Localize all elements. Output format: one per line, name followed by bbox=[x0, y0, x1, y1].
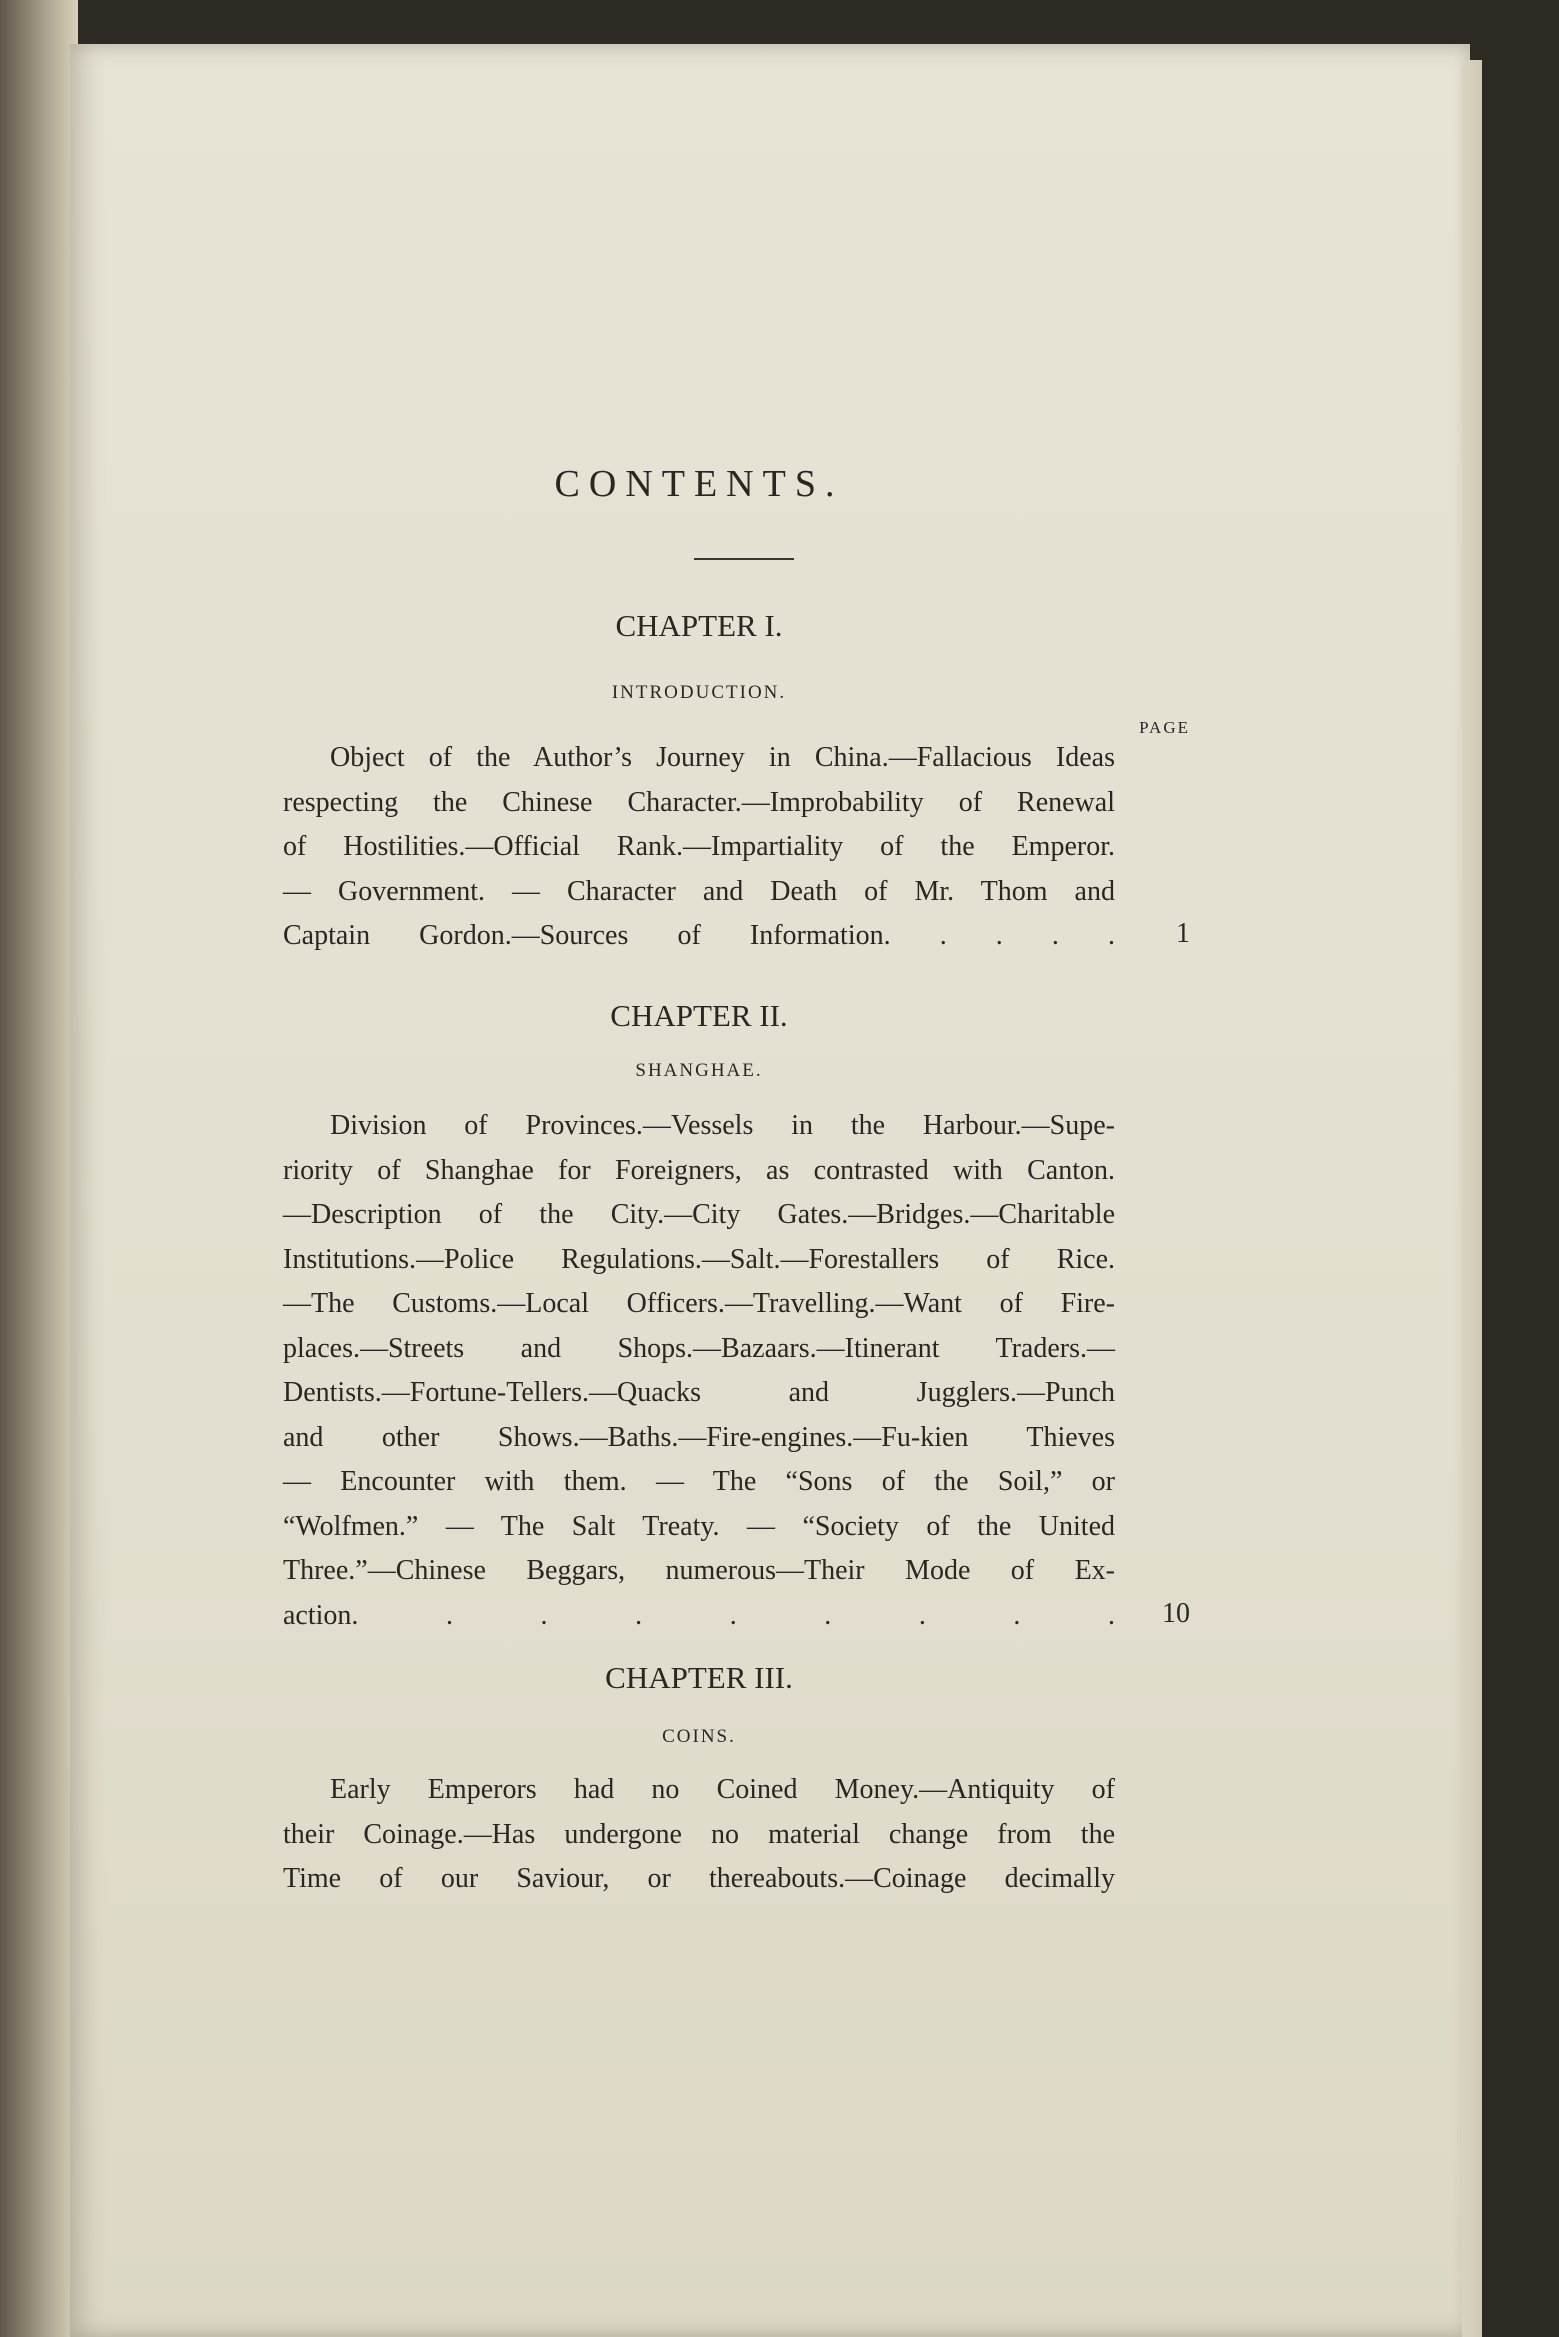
summary-line: respecting the Chinese Character.—Improbability of Renewal bbox=[283, 786, 1115, 818]
summary-line: Institutions.—Police Regulations.—Salt.—Forestallers of Rice. bbox=[283, 1243, 1115, 1275]
chapter-2-summary bbox=[283, 1104, 1115, 1638]
summary-line: Early Emperors had no Coined Money.—Antiquity of bbox=[330, 1774, 1115, 1805]
book-spine bbox=[0, 0, 78, 2337]
chapter-2-heading: CHAPTER II. bbox=[610, 998, 788, 1033]
chapter-2-subtitle: SHANGHAE. bbox=[635, 1060, 763, 1081]
summary-line: Captain Gordon.—Sources of Information. . . . . bbox=[283, 920, 1115, 951]
chapter-3-summary bbox=[283, 1768, 1115, 1902]
summary-line: their Coinage.—Has undergone no material change from the bbox=[283, 1818, 1115, 1850]
summary-line: of Hostilities.—Official Rank.—Impartiality of the Emperor. bbox=[283, 831, 1115, 862]
summary-line: —Description of the City.—City Gates.—Bridges.—Charitable bbox=[283, 1199, 1115, 1230]
summary-line: —The Customs.—Local Officers.—Travelling.—Want of Fire- bbox=[283, 1288, 1115, 1319]
title-rule bbox=[694, 558, 794, 560]
summary-line: Division of Provinces.—Vessels in the Harbour.—Supe- bbox=[330, 1110, 1115, 1141]
page-edge bbox=[1462, 60, 1482, 2337]
page-column-label: PAGE bbox=[1139, 718, 1190, 737]
summary-line: places.—Streets and Shops.—Bazaars.—Itinerant Traders.— bbox=[283, 1332, 1115, 1364]
summary-line: and other Shows.—Baths.—Fire-engines.—Fu-kien Thieves bbox=[283, 1421, 1115, 1453]
summary-line: Three.”—Chinese Beggars, numerous—Their Mode of Ex- bbox=[283, 1555, 1115, 1586]
chapter-1-subtitle: INTRODUCTION. bbox=[611, 682, 787, 703]
chapter-1-page-number: 1 bbox=[1176, 918, 1190, 949]
chapter-2-page-number: 10 bbox=[1162, 1598, 1190, 1629]
chapter-3-heading: CHAPTER III. bbox=[605, 1660, 793, 1695]
summary-line: riority of Shanghae for Foreigners, as contrasted with Canton. bbox=[283, 1154, 1115, 1186]
chapter-1-summary bbox=[283, 736, 1115, 959]
summary-line: Object of the Author’s Journey in China.—Fallacious Ideas bbox=[330, 742, 1115, 773]
contents-title: CONTENTS. bbox=[554, 463, 844, 505]
summary-line: Time of our Saviour, or thereabouts.—Coinage decimally bbox=[283, 1863, 1115, 1894]
summary-line: action. . . . . . . . . bbox=[283, 1599, 1115, 1631]
summary-line: “Wolfmen.” — The Salt Treaty. — “Society of the United bbox=[283, 1510, 1115, 1542]
chapter-1-heading: CHAPTER I. bbox=[615, 608, 783, 643]
summary-line: — Government. — Character and Death of Mr. Thom and bbox=[283, 875, 1115, 907]
summary-line: — Encounter with them. — The “Sons of the Soil,” or bbox=[283, 1466, 1115, 1497]
summary-line: Dentists.—Fortune-Tellers.—Quacks and Jugglers.—Punch bbox=[283, 1377, 1115, 1408]
chapter-3-subtitle: COINS. bbox=[662, 1726, 736, 1747]
